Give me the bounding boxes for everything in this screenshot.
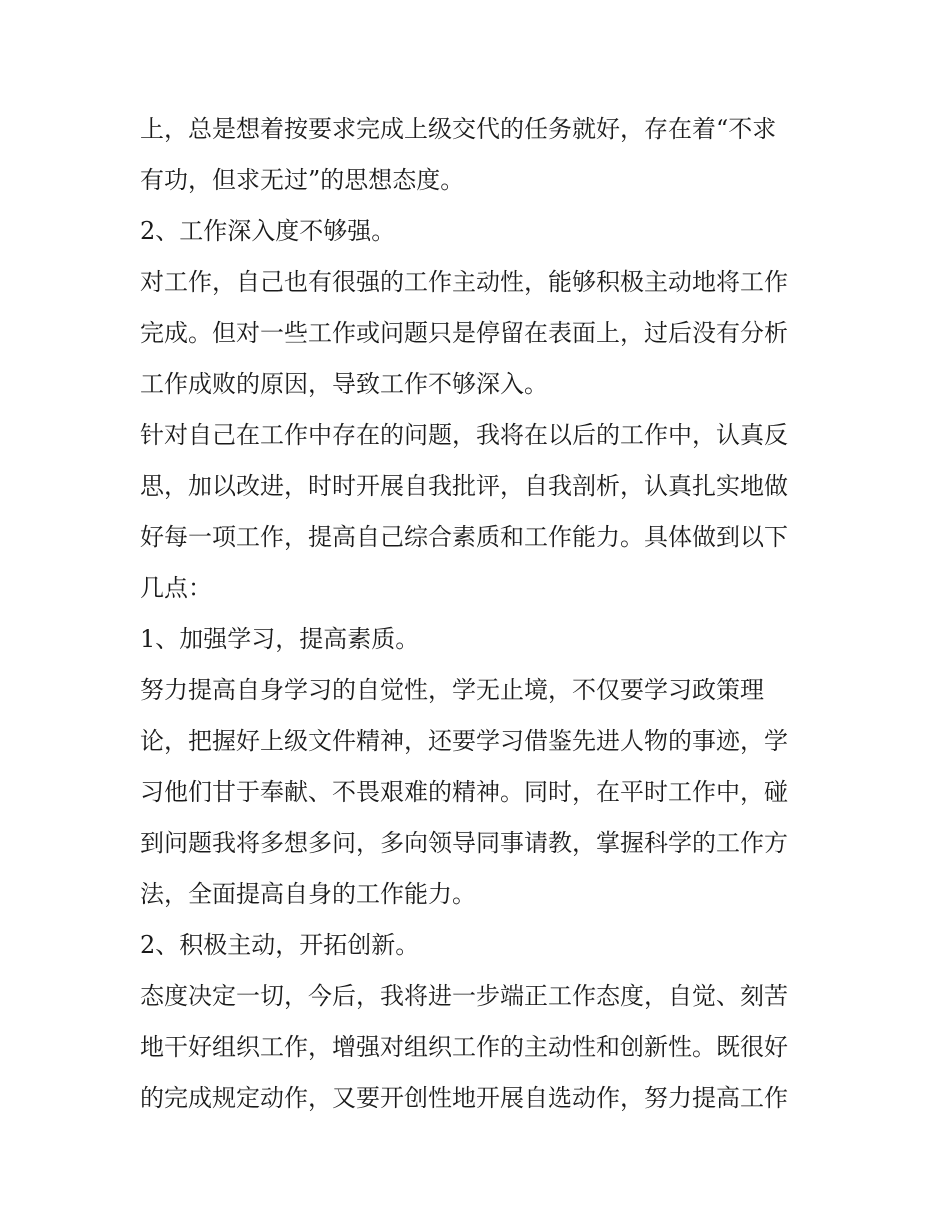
text-line: 完成。但对一些工作或问题只是停留在表面上，过后没有分析 [140,319,788,347]
text-line: 思，加以改进，时时开展自我批评，自我剖析，认真扎实地做 [140,472,788,500]
text-line: 努力提高自身学习的自觉性，学无止境，不仅要学习政策理 [140,676,764,704]
section-heading: 2、积极主动，开拓创新。 [140,931,420,959]
text-line: 到问题我将多想多问，多向领导同事请教，掌握科学的工作方 [140,829,788,857]
text-line: 工作成败的原因，导致工作不够深入。 [140,370,548,398]
text-line: 好每一项工作，提高自己综合素质和工作能力。具体做到以下 [140,523,788,551]
text-line: 论，把握好上级文件精神，还要学习借鉴先进人物的事迹，学 [140,727,788,755]
text-line: 上，总是想着按要求完成上级交代的任务就好，存在着“不求 [140,115,777,143]
text-line: 针对自己在工作中存在的问题，我将在以后的工作中，认真反 [140,421,788,449]
section-heading: 1、加强学习，提高素质。 [140,625,420,653]
text-line: 地干好组织工作，增强对组织工作的主动性和创新性。既很好 [140,1033,788,1061]
text-line: 对工作，自己也有很强的工作主动性，能够积极主动地将工作 [140,268,788,296]
text-line: 态度决定一切，今后，我将进一步端正工作态度，自觉、刻苦 [140,982,788,1010]
text-line: 习他们甘于奉献、不畏艰难的精神。同时，在平时工作中，碰 [140,778,788,806]
section-heading: 2、工作深入度不够强。 [140,217,396,245]
text-line: 的完成规定动作，又要开创性地开展自选动作，努力提高工作 [140,1084,788,1112]
text-line: 法，全面提高自身的工作能力。 [140,880,476,908]
text-line: 几点： [140,574,212,602]
text-line: 有功，但求无过”的思想态度。 [140,166,465,194]
document-body [140,104,820,1124]
